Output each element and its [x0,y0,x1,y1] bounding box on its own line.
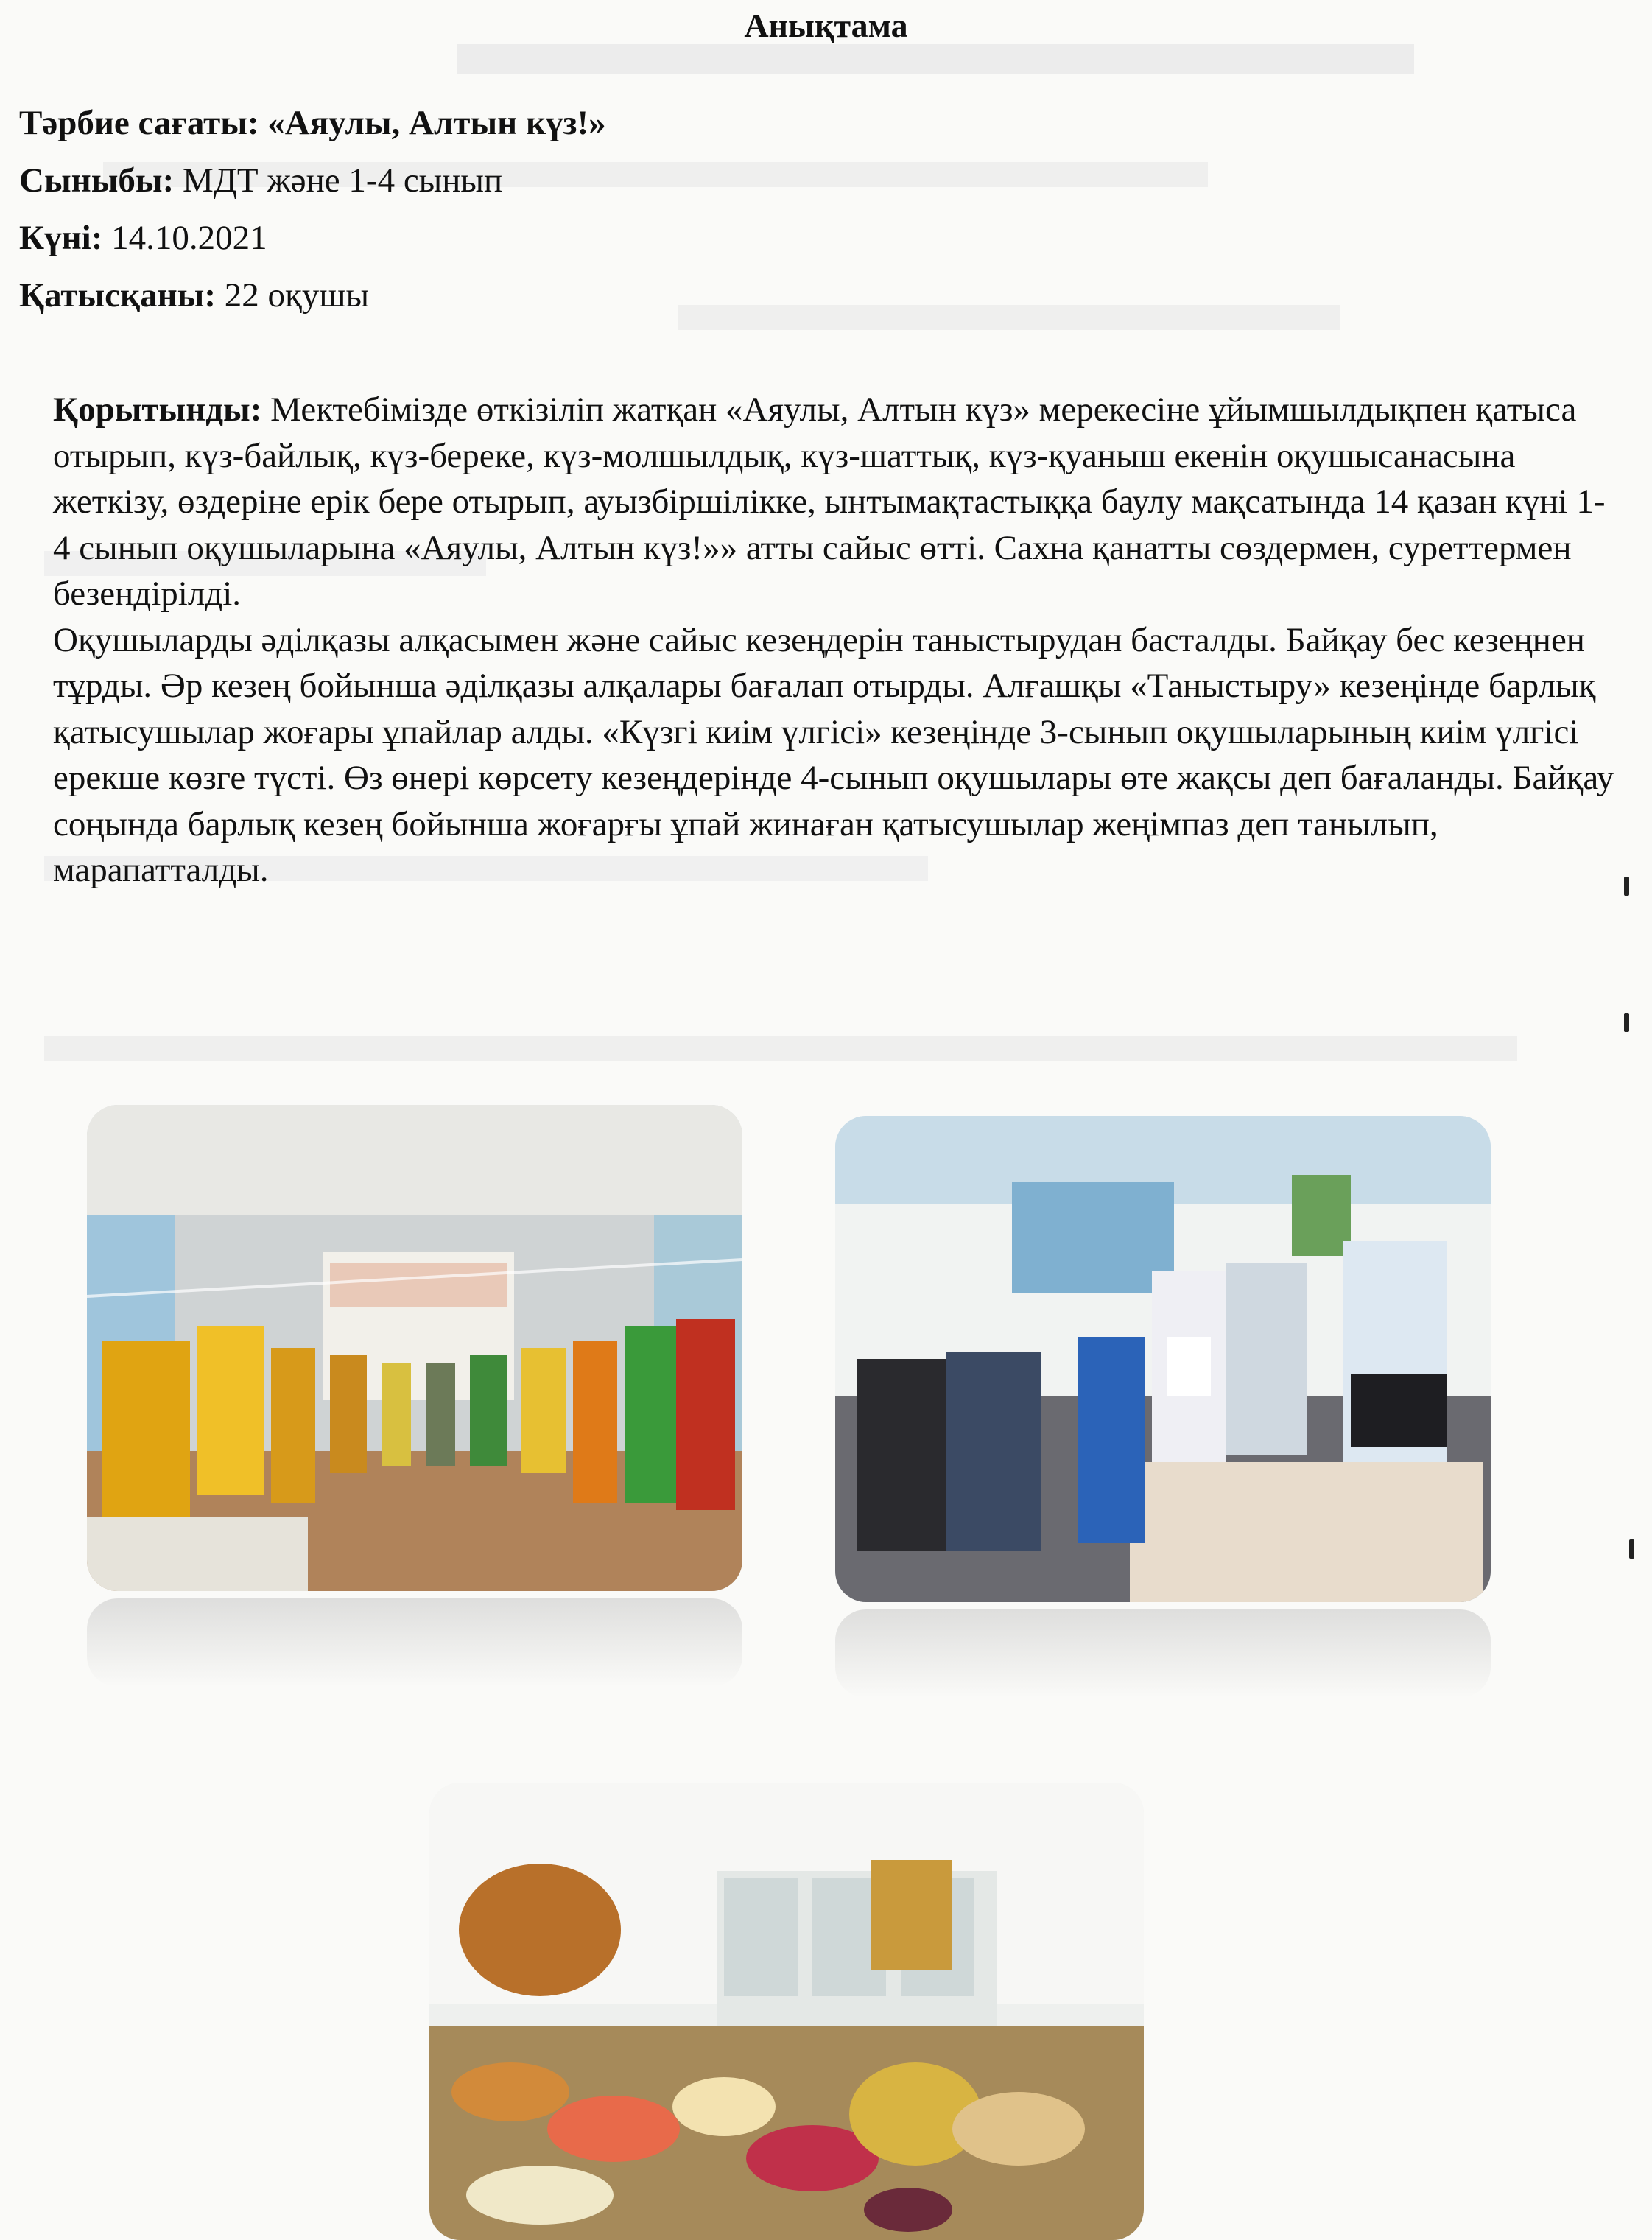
field-date-value: 14.10.2021 [102,219,267,257]
photo-reflection [835,1609,1491,1698]
paragraph-1-text: Мектебімізде өткізіліп жатқан «Аяулы, Алтын күз» мерекесіне ұйымшылдықпен қатыса отырып, күз-байлық, күз-береке, күз-молшылдық, күз-шаттық, күз-қуаныш екенін оқушысанасына жеткізу, өздеріне ерік бере отырып, ауызбіршілікке, ынтымақтастыққа баулу мақсатында 14 қазан күні 1-4 сынып оқушыларына «Аяулы, Алтын күз!»» атты сайыс өтті. Сахна қанатты сөздермен, суреттермен безендірілді. [53,390,1606,613]
field-date [19,218,267,258]
field-participants-label: Қатысқаны: [19,276,217,315]
conclusion-label: Қорытынды: [53,390,262,429]
field-class-value: МДТ және 1-4 сынып [174,161,503,200]
conclusion-paragraph-2: Оқушыларды әділқазы алқасымен және сайыс кезеңдерін таныстырудан басталды. Байқау бес кезеңнен тұрды. Әр кезең бойынша әділқазы алқалары бағалап отырды. Алғашқы «Таныстыру» кезеңінде барлық қатысушылар жоғары ұпайлар алды. «Күзгі киім үлгісі» кезеңінде 3-сынып оқушыларының киім үлгісі ерекше көзге түсті. Өз өнері көрсету кезеңдерінде 4-сынып оқушылары өте жақсы деп бағаланды. Байқау соңында барлық кезең бойынша жоғарғы ұпай жинаған қатысушылар жеңімпаз деп танылып, марапатталды. [53,620,1614,889]
document-title: Анықтама [744,7,908,44]
field-class [19,161,502,200]
field-participants [19,275,369,315]
field-date-label: Күні: [19,219,103,257]
field-event-label: Тәрбие сағаты: «Аяулы, Алтын күз!» [19,104,606,142]
field-class-label: Сыныбы: [19,161,175,200]
field-participants-value: 22 оқушы [216,276,370,315]
scan-mark [1624,877,1629,896]
photo-autumn-exhibition [429,1783,1144,2240]
scan-mark [1624,1013,1629,1032]
photo-award-ceremony [835,1116,1491,1602]
scan-mark [1629,1539,1634,1559]
conclusion-text [16,387,1622,893]
field-event [19,103,606,143]
photo-reflection [87,1598,742,1687]
conclusion-paragraph-1 [16,387,1622,617]
photo-students-costumes [87,1105,742,1591]
